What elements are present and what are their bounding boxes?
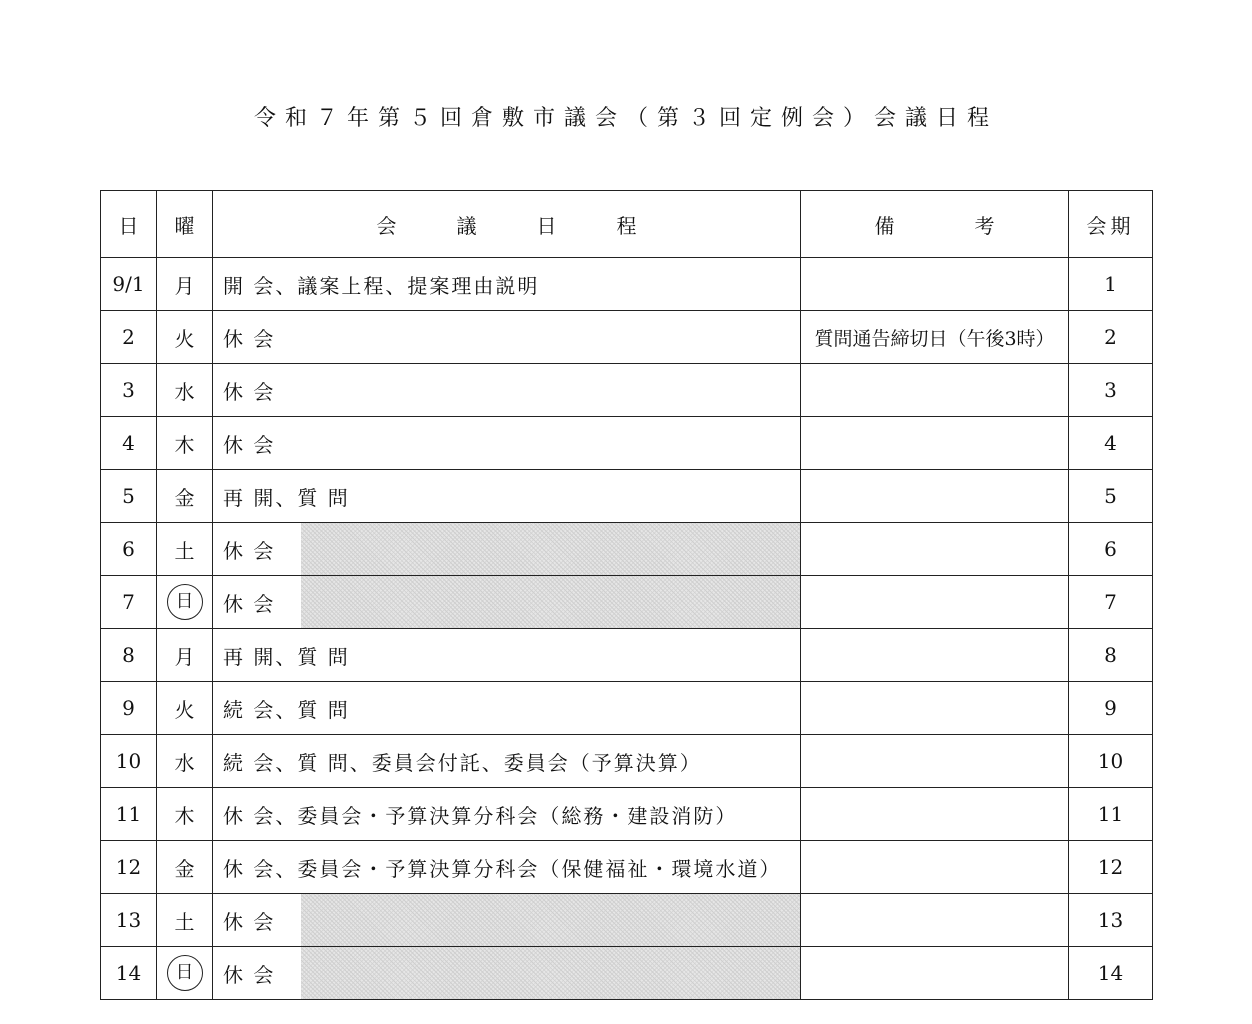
- table-row: [101, 523, 1153, 576]
- agenda-text: 開 会、議案上程、提案理由説明: [223, 273, 540, 298]
- cell-term: 12: [1069, 841, 1153, 894]
- cell-weekday: [157, 311, 213, 364]
- weekday-label: 水: [174, 379, 195, 404]
- cell-term: 14: [1069, 947, 1153, 1000]
- agenda-text: 続 会、質 問: [223, 697, 350, 722]
- cell-weekday: [157, 894, 213, 947]
- cell-note: [801, 364, 1069, 417]
- cell-term: 13: [1069, 894, 1153, 947]
- cell-weekday: [157, 682, 213, 735]
- agenda-text: 休 会、委員会・予算決算分科会（保健福祉・環境水道）: [223, 856, 782, 881]
- agenda-inner: [213, 841, 800, 893]
- cell-agenda: [213, 894, 801, 947]
- agenda-text: 休 会: [223, 909, 276, 934]
- agenda-inner: [213, 470, 800, 522]
- cell-agenda: [213, 735, 801, 788]
- cell-agenda: [213, 523, 801, 576]
- weekday-label: 木: [174, 803, 195, 828]
- cell-weekday: [157, 258, 213, 311]
- cell-term: 1: [1069, 258, 1153, 311]
- table-row: [101, 947, 1153, 1000]
- cell-agenda: [213, 258, 801, 311]
- agenda-text: 再 開、質 問: [223, 644, 350, 669]
- cell-term: 3: [1069, 364, 1153, 417]
- cell-agenda: [213, 947, 801, 1000]
- cell-note: [801, 841, 1069, 894]
- cell-agenda: [213, 841, 801, 894]
- table-row: [101, 311, 1153, 364]
- cell-term: 11: [1069, 788, 1153, 841]
- table-row: [101, 470, 1153, 523]
- header-note-label: 備考: [874, 213, 1075, 238]
- table-header-row: [101, 191, 1153, 258]
- agenda-text: 再 開、質 問: [223, 485, 350, 510]
- cell-note: [801, 258, 1069, 311]
- weekday-label: 水: [174, 750, 195, 775]
- holiday-circled-weekday: 日: [167, 955, 203, 991]
- cell-day: 8: [101, 629, 157, 682]
- agenda-inner: [213, 576, 800, 628]
- cell-weekday: [157, 470, 213, 523]
- header-term: [1069, 191, 1153, 258]
- cell-term: 10: [1069, 735, 1153, 788]
- weekday-label: 月: [174, 644, 195, 669]
- agenda-text: 休 会: [223, 538, 276, 563]
- cell-day: 11: [101, 788, 157, 841]
- weekday-label: 金: [174, 856, 195, 881]
- cell-day: 2: [101, 311, 157, 364]
- cell-agenda: [213, 629, 801, 682]
- cell-note: [801, 894, 1069, 947]
- cell-term: 8: [1069, 629, 1153, 682]
- hatched-shading: [301, 894, 800, 946]
- cell-weekday: [157, 629, 213, 682]
- cell-weekday: [157, 364, 213, 417]
- agenda-inner: [213, 894, 800, 946]
- table-row: [101, 788, 1153, 841]
- cell-note: [801, 947, 1069, 1000]
- cell-day: 10: [101, 735, 157, 788]
- cell-day: 4: [101, 417, 157, 470]
- header-weekday-label: 曜: [174, 213, 195, 238]
- cell-term: 6: [1069, 523, 1153, 576]
- cell-term: 7: [1069, 576, 1153, 629]
- weekday-label: 土: [174, 909, 195, 934]
- header-day-label: 日: [118, 213, 139, 238]
- agenda-text: 休 会: [223, 432, 276, 457]
- cell-day: 14: [101, 947, 157, 1000]
- table-row: [101, 735, 1153, 788]
- cell-note: [801, 311, 1069, 364]
- cell-day: 9/1: [101, 258, 157, 311]
- cell-day: 12: [101, 841, 157, 894]
- agenda-inner: [213, 788, 800, 840]
- agenda-inner: [213, 258, 800, 310]
- cell-day: 3: [101, 364, 157, 417]
- agenda-inner: [213, 364, 800, 416]
- schedule-table: [100, 190, 1153, 1000]
- hatched-shading: [301, 576, 800, 628]
- hatched-shading: [301, 947, 800, 999]
- cell-note: [801, 417, 1069, 470]
- agenda-inner: [213, 947, 800, 999]
- cell-term: 2: [1069, 311, 1153, 364]
- agenda-inner: [213, 523, 800, 575]
- cell-note: [801, 470, 1069, 523]
- header-note: [801, 191, 1075, 258]
- agenda-text: 続 会、質 問、委員会付託、委員会（予算決算）: [223, 750, 702, 775]
- cell-day: 6: [101, 523, 157, 576]
- agenda-inner: [213, 682, 800, 734]
- cell-note: [801, 788, 1069, 841]
- weekday-label: 木: [174, 432, 195, 457]
- agenda-inner: [213, 417, 800, 469]
- weekday-label: 土: [174, 538, 195, 563]
- table-row: [101, 682, 1153, 735]
- table-row: [101, 364, 1153, 417]
- header-weekday: [157, 191, 213, 258]
- header-term-label: 会期: [1086, 213, 1135, 238]
- table-row: [101, 417, 1153, 470]
- cell-term: 5: [1069, 470, 1153, 523]
- agenda-text: 休 会: [223, 326, 276, 351]
- table-row: [101, 576, 1153, 629]
- cell-day: 13: [101, 894, 157, 947]
- cell-weekday: [157, 735, 213, 788]
- table-row: [101, 841, 1153, 894]
- agenda-text: 休 会: [223, 962, 276, 987]
- note-text: 質問通告締切日（午後3時）: [814, 327, 1055, 350]
- cell-note: [801, 523, 1069, 576]
- agenda-inner: [213, 311, 800, 363]
- cell-weekday: [157, 841, 213, 894]
- table-row: [101, 894, 1153, 947]
- agenda-text: 休 会: [223, 591, 276, 616]
- cell-agenda: [213, 576, 801, 629]
- cell-note: [801, 576, 1069, 629]
- cell-note: [801, 735, 1069, 788]
- cell-day: 7: [101, 576, 157, 629]
- agenda-inner: [213, 735, 800, 787]
- holiday-circled-weekday: 日: [167, 584, 203, 620]
- cell-agenda: [213, 470, 801, 523]
- weekday-label: 月: [174, 273, 195, 298]
- cell-agenda: [213, 311, 801, 364]
- weekday-label: 火: [174, 326, 195, 351]
- cell-term: 9: [1069, 682, 1153, 735]
- cell-note: [801, 682, 1069, 735]
- page-title: 令和７年第５回倉敷市議会（第３回定例会）会議日程: [253, 106, 998, 131]
- header-agenda-label: 会議日程: [376, 213, 697, 238]
- cell-weekday: [157, 576, 213, 629]
- hatched-shading: [301, 523, 800, 575]
- weekday-label: 火: [174, 697, 195, 722]
- header-day: [101, 191, 157, 258]
- cell-agenda: [213, 417, 801, 470]
- cell-weekday: [157, 523, 213, 576]
- weekday-label: 金: [174, 485, 195, 510]
- cell-weekday: [157, 788, 213, 841]
- header-agenda: [213, 191, 801, 258]
- cell-agenda: [213, 788, 801, 841]
- cell-agenda: [213, 364, 801, 417]
- agenda-text: 休 会: [223, 379, 276, 404]
- agenda-text: 休 会、委員会・予算決算分科会（総務・建設消防）: [223, 803, 738, 828]
- agenda-inner: [213, 629, 800, 681]
- cell-weekday: [157, 947, 213, 1000]
- cell-term: 4: [1069, 417, 1153, 470]
- cell-day: 9: [101, 682, 157, 735]
- table-row: [101, 258, 1153, 311]
- cell-weekday: [157, 417, 213, 470]
- cell-agenda: [213, 682, 801, 735]
- table-row: [101, 629, 1153, 682]
- table-body: [101, 258, 1153, 1000]
- cell-day: 5: [101, 470, 157, 523]
- cell-note: [801, 629, 1069, 682]
